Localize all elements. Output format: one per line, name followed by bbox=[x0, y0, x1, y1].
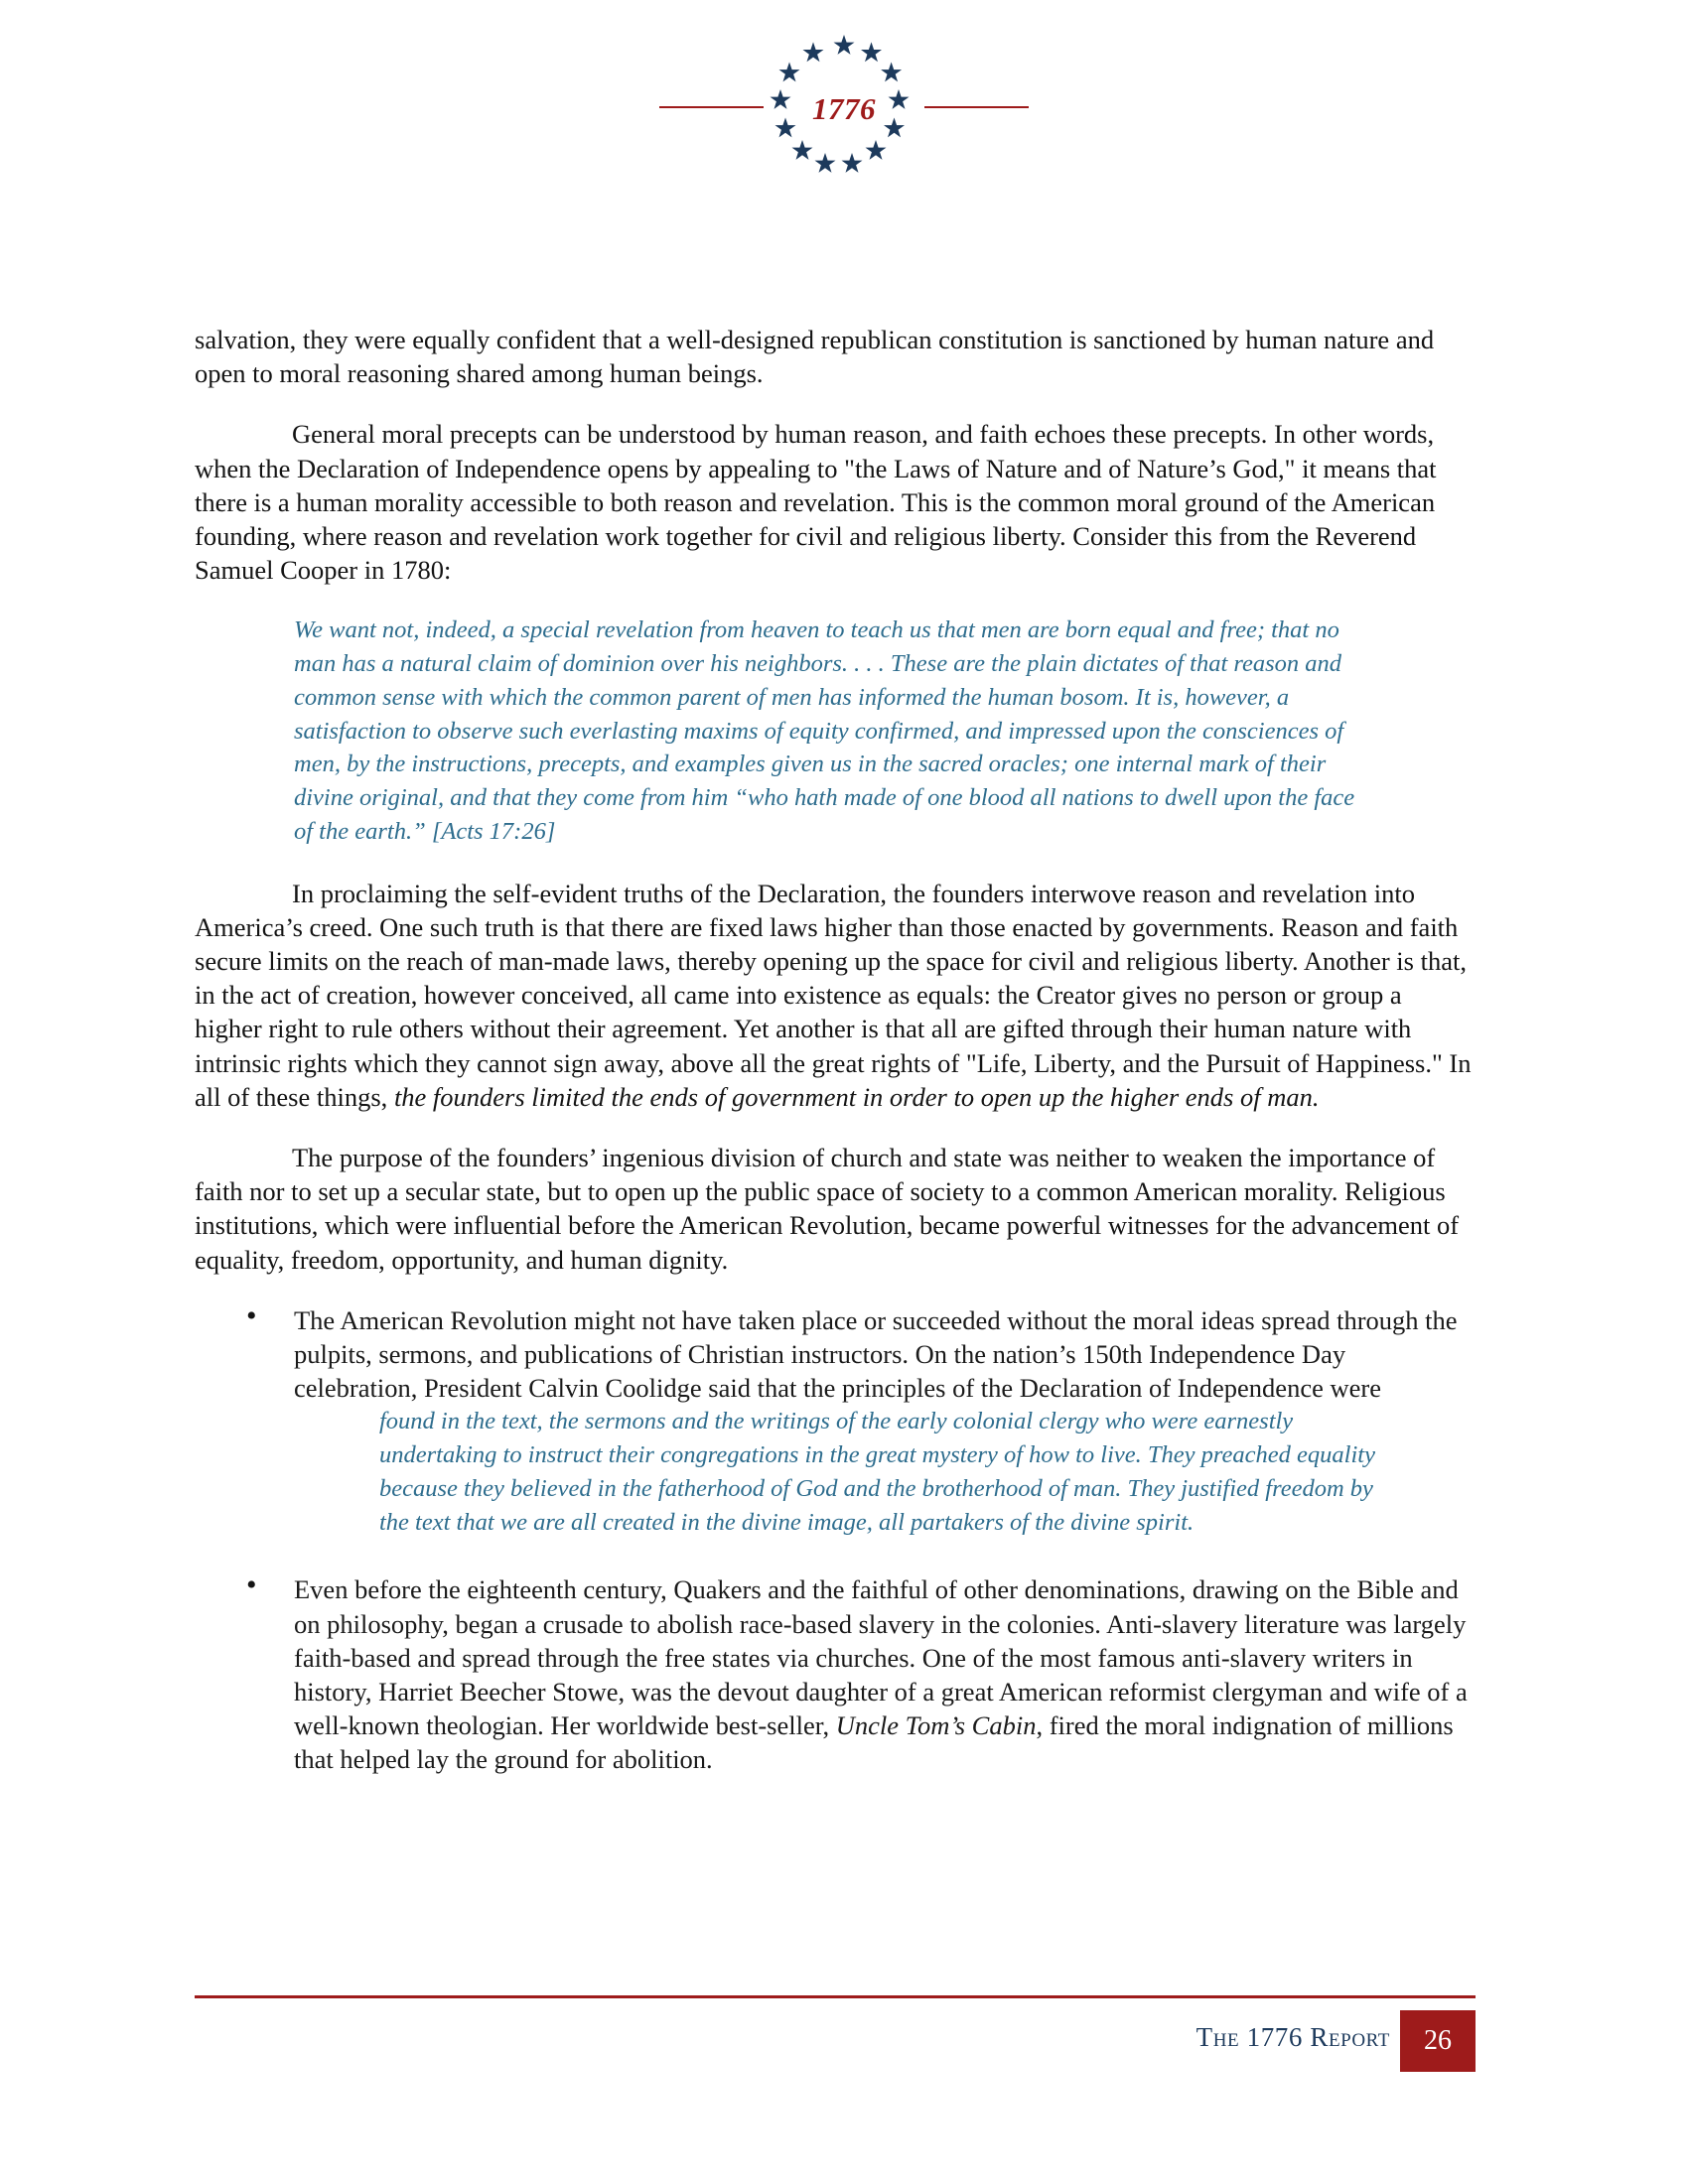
paragraph-self-evident-truths-text: In proclaiming the self-evident truths of the Declaration, the founders interwove reason and revelation into America’s creed. One such truth is that there are fixed laws higher than those enacted by governments. Reason and faith secure limits on the reach of man-made laws, thereby opening up the space for civil and religious liberty. Another is that, in the act of creation, however conceived, all came into existence as equals: the Creator gives no person or group a higher right to rule others without their agreement. Yet another is that all are gifted through their human nature with intrinsic rights which they cannot sign away, above all the great rights of "Life, Liberty, and the Pursuit of Happiness." In all of these things, bbox=[195, 878, 1472, 1112]
paragraph-moral-precepts: General moral precepts can be understood by human reason, and faith echoes these precepts. In other words, when the Declaration of Independence opens by appealing to "the Laws of Nature and of Nature’s God," it means that there is a human morality accessible to both reason and revelation. This is the common moral ground of the American founding, where reason and revelation work together for civil and religious liberty. Consider this from the Reverend Samuel Cooper in 1780: bbox=[195, 419, 1437, 586]
bullet-text-quakers-part2: , fired the moral indignation of millions that helped lay the ground for abolition. bbox=[294, 1710, 1454, 1775]
paragraph-self-evident-truths bbox=[195, 877, 1474, 1114]
bullet-text-quakers-part1: Even before the eighteenth century, Quakers and the faithful of other denominations, drawing on the Bible and on philosophy, began a crusade to abolish race-based slavery in the colonies. Anti-slavery literature was largely faith-based and spread through the free states via churches. One of the most famous anti-slavery writers in history, Harriet Beecher Stowe, was the devout daughter of a great American reformist clergyman and wife of a well-known theologian. Her worldwide best-seller, bbox=[294, 1574, 1468, 1741]
page-number-badge: 26 bbox=[1400, 2010, 1476, 2072]
footer-divider bbox=[195, 1995, 1476, 1998]
seal-year-label: 1776 bbox=[812, 91, 876, 126]
blockquote-coolidge: found in the text, the sermons and the writings of the early colonial clergy who were earnestly undertaking to instruct their congregations in the great mystery of how to live. They preached equality because they believed in the fatherhood of God and the brotherhood of man. They justified freedom by the text that we are all created in the divine image, all partakers of the divine spirit. bbox=[379, 1408, 1375, 1536]
page-footer bbox=[195, 2010, 1476, 2072]
list-item bbox=[195, 1572, 1474, 1776]
bullet-list bbox=[195, 1303, 1474, 1777]
1776-seal-logo bbox=[770, 33, 918, 182]
footer-report-title: The 1776 Report bbox=[1196, 2022, 1390, 2052]
header-rule-left bbox=[659, 106, 764, 108]
bullet-text-revolution: • The American Revolution might not have taken place or succeeded without the moral ideas spread through the pulpits, sermons, and publications of Christian instructors. On the nation’s 150th Independence Day celebration, President Calvin Coolidge said that the principles of the Declaration of Independence were bbox=[294, 1304, 1458, 1404]
paragraph-continued: salvation, they were equally confident that a well-designed republican constitution is sanctioned by human nature and open to moral reasoning shared among human beings. bbox=[195, 325, 1435, 389]
book-title-uncle-toms-cabin: Uncle Tom’s Cabin bbox=[835, 1710, 1037, 1741]
list-item bbox=[195, 1303, 1474, 1540]
bullet-text-quakers bbox=[294, 1572, 1474, 1776]
header-rule-right bbox=[924, 106, 1029, 108]
document-body bbox=[195, 323, 1474, 1810]
page-header bbox=[0, 28, 1688, 187]
blockquote-samuel-cooper: We want not, indeed, a special revelation from heaven to teach us that men are born equal and free; that no man has a natural claim of dominion over his neighbors. . . . These are the plain dictates of that reason and common sense with which the common parent of men has informed the human bosom. It is, however, a satisfaction to observe such everlasting maxims of equity confirmed, and impressed upon the consciences of men, by the instructions, precepts, and examples given us in the sacred oracles; one internal mark of their divine original, and that they come from him “who hath made of one blood all nations to dwell upon the face of the earth.” [Acts 17:26] bbox=[294, 616, 1355, 845]
paragraph-self-evident-truths-emphasis: the founders limited the ends of government in order to open up the higher ends of man. bbox=[393, 1081, 1320, 1112]
paragraph-church-and-state: The purpose of the founders’ ingenious division of church and state was neither to weaken the importance of faith nor to set up a secular state, but to open up the public space of society to a common American morality. Religious institutions, which were influential before the American Revolution, became powerful witnesses for the advancement of equality, freedom, opportunity, and human dignity. bbox=[195, 1142, 1460, 1275]
